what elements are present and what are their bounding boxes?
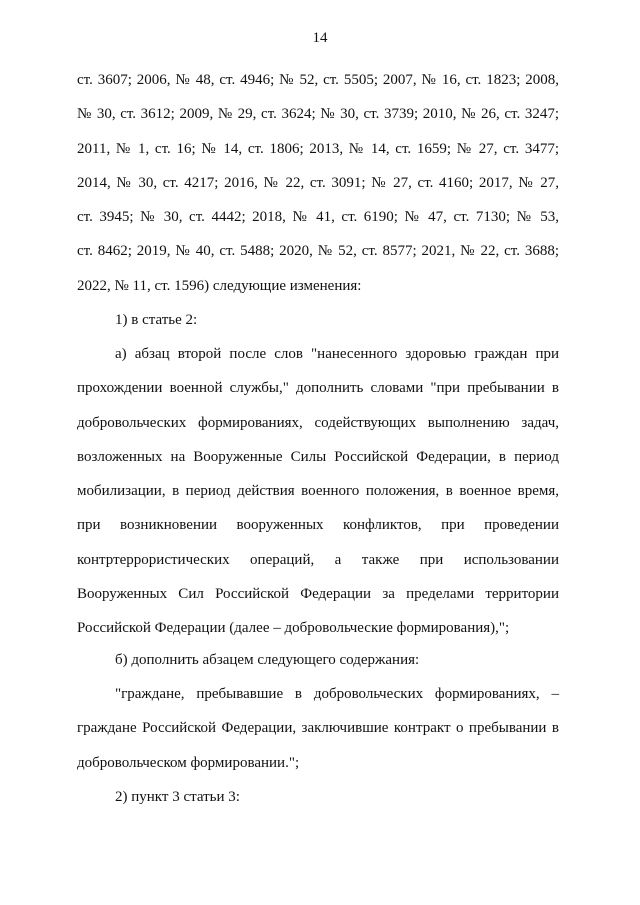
text-line: добровольческих формированиях, содействующих выполнению задач,: [77, 414, 559, 431]
paragraph-item-2: [77, 780, 559, 814]
text-line: при возникновении вооруженных конфликтов, при проведении: [77, 517, 559, 534]
text-line: Вооруженных Сил Российской Федерации за пределами территории: [77, 586, 559, 603]
text-line: 2) пункт 3 статьи 3:: [115, 789, 240, 805]
text-line: 2014, № 30, ст. 4217; 2016, № 22, ст. 3091; № 27, ст. 4160; 2017, № 27,: [77, 174, 559, 191]
paragraph-subitem-b: [77, 643, 559, 677]
text-line: добровольческом формировании.";: [77, 754, 300, 771]
text-line: Российской Федерации (далее – добровольческие формирования),";: [77, 620, 510, 637]
text-line: № 30, ст. 3612; 2009, № 29, ст. 3624; № 30, ст. 3739; 2010, № 26, ст. 3247;: [77, 106, 559, 123]
text-line: а) абзац второй после слов "нанесенного здоровью граждан при: [115, 346, 559, 362]
text-line: "граждане, пребывавшие в добровольческих формированиях, –: [115, 686, 559, 702]
text-line: ст. 8462; 2019, № 40, ст. 5488; 2020, № 52, ст. 8577; 2021, № 22, ст. 3688;: [77, 243, 559, 260]
text-line: 1) в статье 2:: [115, 312, 198, 328]
text-line: ст. 3607; 2006, № 48, ст. 4946; № 52, ст. 5505; 2007, № 16, ст. 1823; 2008,: [77, 72, 559, 88]
paragraph-subitem-a: [77, 337, 559, 646]
page-number: 14: [312, 30, 328, 46]
paragraph-citations: [77, 63, 559, 303]
text-line: возложенных на Вооруженные Силы Российской Федерации, в период: [77, 448, 559, 465]
text-line: б) дополнить абзацем следующего содержания:: [115, 652, 420, 668]
paragraph-item-1: [77, 303, 559, 337]
text-line: контртеррористических операций, а также при использовании: [77, 551, 559, 568]
text-line: ст. 3945; № 30, ст. 4442; 2018, № 41, ст. 6190; № 47, ст. 7130; № 53,: [77, 209, 559, 226]
text-line: 2011, № 1, ст. 16; № 14, ст. 1806; 2013, № 14, ст. 1659; № 27, ст. 3477;: [77, 140, 559, 157]
text-line: мобилизации, в период действия военного положения, в военное время,: [77, 483, 559, 500]
paragraph-quoted-text: [77, 677, 559, 780]
text-line: прохождении военной службы," дополнить словами "при пребывании в: [77, 380, 559, 397]
text-line: 2022, № 11, ст. 1596) следующие изменения:: [77, 277, 362, 294]
text-line: граждане Российской Федерации, заключившие контракт о пребывании в: [77, 720, 559, 737]
